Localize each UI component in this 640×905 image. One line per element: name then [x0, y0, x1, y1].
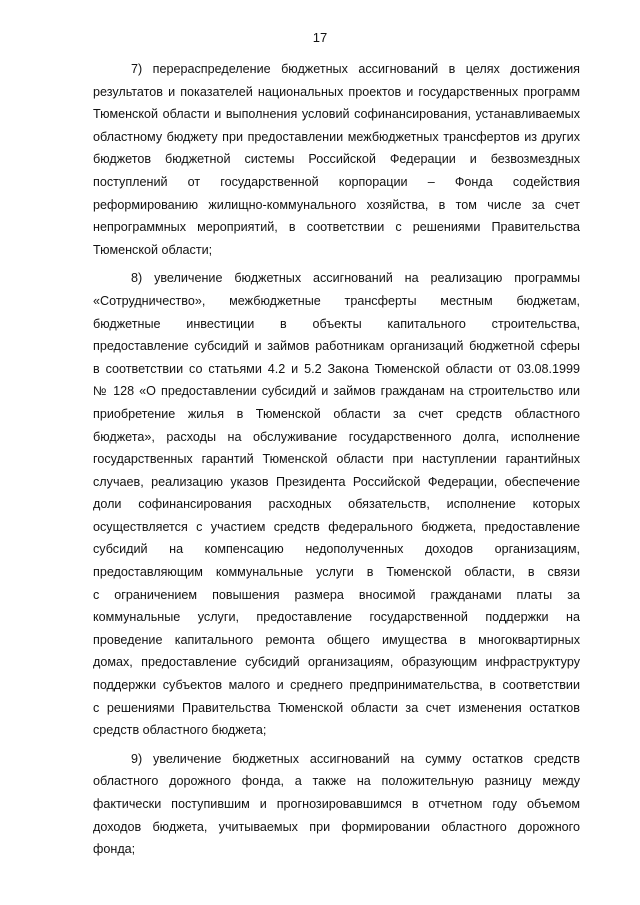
paragraph-line: предоставляющим коммунальные услуги в Тюменской области, в связи: [93, 565, 580, 580]
paragraph-line: фактически поступившим и прогнозировавшимся в отчетном году объемом: [93, 797, 580, 811]
paragraph-line: приобретение жилья в Тюменской области за счет средств областного: [93, 406, 580, 421]
document-body: [93, 58, 580, 867]
paragraph-line: поддержки субъектов малого и среднего предпринимательства, в соответствии: [93, 678, 580, 693]
paragraph-line: 7) перераспределение бюджетных ассигнований в целях достижения: [131, 62, 580, 76]
paragraph-line: коммунальные услуги, предоставление государственной поддержки на: [93, 610, 580, 625]
paragraph-line: с ограничением повышения размера вносимой гражданами платы за: [93, 587, 580, 602]
page-number: 17: [312, 30, 328, 45]
paragraph-line: результатов и показателей национальных проектов и государственных программ: [93, 84, 580, 99]
paragraph-line: бюджетные инвестиции в объекты капитального строительства,: [93, 316, 580, 331]
paragraph-line: областному бюджету при предоставлении межбюджетных трансфертов из других: [93, 129, 580, 144]
paragraph-line: 8) увеличение бюджетных ассигнований на реализацию программы: [131, 271, 580, 286]
paragraph-line: средств областного бюджета;: [93, 723, 267, 738]
paragraph-line: с решениями Правительства Тюменской области за счет изменения остатков: [93, 700, 580, 715]
paragraph-line: домах, предоставление субсидий организациям, образующим инфраструктуру: [93, 655, 580, 670]
paragraph-line: случаев, реализацию указов Президента Российской Федерации, обеспечение: [93, 474, 580, 489]
paragraph: [93, 267, 580, 741]
paragraph-line: доходов бюджета, учитываемых при формировании областного дорожного: [93, 819, 580, 834]
paragraph-line: субсидий на компенсацию недополученных доходов организациям,: [93, 542, 580, 557]
paragraph-line: фонда;: [93, 842, 136, 857]
paragraph-line: Тюменской области и выполнения условий софинансирования, устанавливаемых: [93, 107, 580, 122]
paragraph-line: Тюменской области;: [93, 242, 213, 257]
paragraph: [93, 58, 580, 261]
paragraph-line: бюджетов бюджетной системы Российской Федерации и безвозмездных: [93, 152, 580, 167]
paragraph-line: в соответствии со статьями 4.2 и 5.2 Закона Тюменской области от 03.08.1999: [93, 361, 580, 376]
paragraph-line: № 128 «О предоставлении субсидий и займов гражданам на строительство или: [93, 384, 580, 399]
paragraph-line: проведение капитального ремонта общего имущества в многоквартирных: [93, 632, 580, 647]
paragraph-line: 9) увеличение бюджетных ассигнований на сумму остатков средств: [131, 751, 580, 766]
paragraph-line: предоставление субсидий и займов работникам организаций бюджетной сферы: [93, 339, 580, 354]
paragraph-line: реформированию жилищно-коммунального хозяйства, в том числе за счет: [93, 197, 580, 212]
paragraph-line: непрограммных мероприятий, в соответствии с решениями Правительства: [93, 220, 580, 235]
paragraph-line: доли софинансирования расходных обязательств, исполнение которых: [93, 497, 580, 512]
paragraph-line: областного дорожного фонда, а также на положительную разницу между: [93, 774, 580, 789]
paragraph: [93, 748, 580, 861]
paragraph-line: государственных гарантий Тюменской области при наступлении гарантийных: [93, 452, 580, 467]
paragraph-line: «Сотрудничество», межбюджетные трансферты местным бюджетам,: [93, 293, 580, 308]
paragraph-line: бюджета», расходы на обслуживание государственного долга, исполнение: [93, 429, 580, 444]
paragraph-line: поступлений от государственной корпорации – Фонда содействия: [93, 174, 580, 189]
paragraph-line: осуществляется с участием средств федерального бюджета, предоставление: [93, 519, 580, 534]
